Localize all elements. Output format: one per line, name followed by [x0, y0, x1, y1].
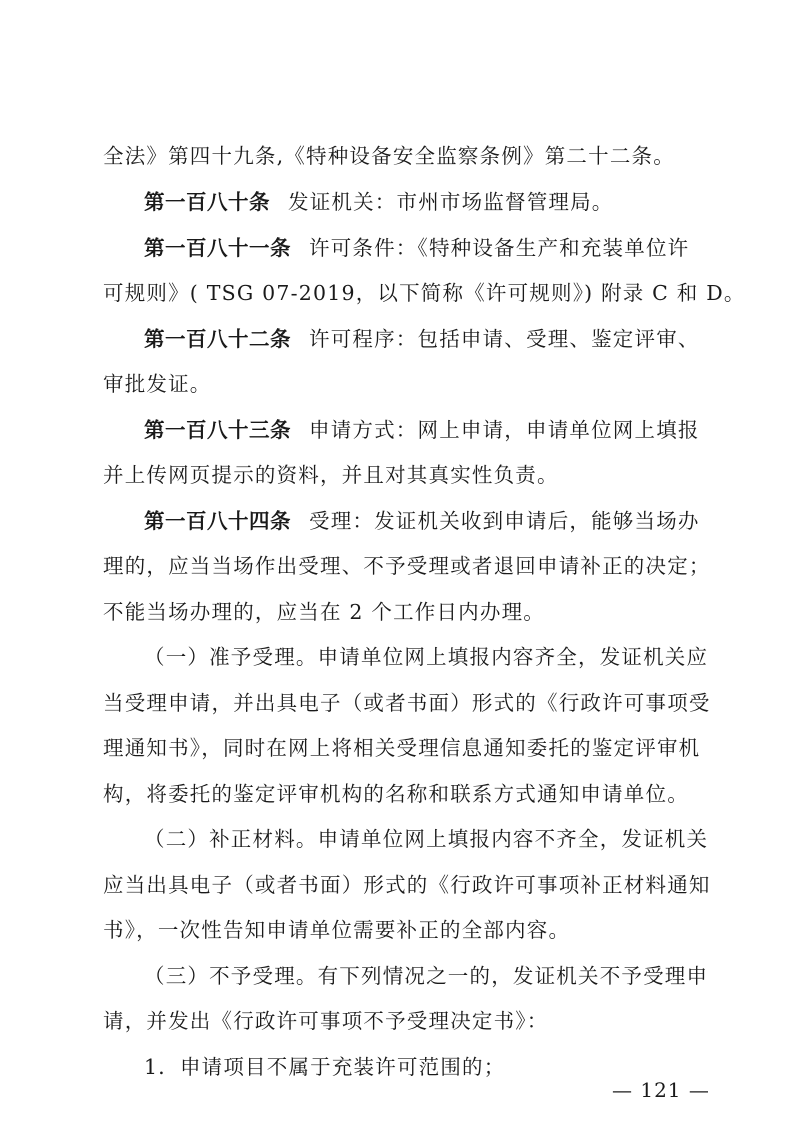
- article-text: 申请方式：网上申请，申请单位网上填报: [309, 418, 700, 442]
- article-title: 第一百八十一条: [144, 236, 291, 260]
- text-line: [144, 822, 709, 856]
- line-text: 构，将委托的鉴定评审机构的名称和联系方式通知申请单位。: [103, 782, 689, 806]
- text-line: [103, 276, 746, 310]
- article-text: 受理：发证机关收到申请后，能够当场办: [309, 509, 700, 533]
- article-text: 许可程序：包括申请、受理、鉴定评审、: [309, 327, 700, 351]
- article-title: 第一百八十四条: [144, 509, 291, 533]
- line-text: 1．申请项目不属于充装许可范围的；: [144, 1055, 506, 1079]
- line-text: 应当出具电子（或者书面）形式的《行政许可事项补正材料通知: [103, 873, 711, 897]
- line-text: 当受理申请，并出具电子（或者书面）形式的《行政许可事项受: [103, 691, 711, 715]
- line-text: 可规则》( TSG 07-2019，以下简称《许可规则》) 附录 C 和 D。: [103, 281, 746, 305]
- line-text: 理的，应当当场作出受理、不予受理或者退回申请补正的决定；: [103, 554, 711, 578]
- text-line: [103, 913, 693, 947]
- text-line: [103, 731, 701, 765]
- text-line: [103, 367, 693, 401]
- text-line: [103, 777, 693, 811]
- article-line: [144, 231, 693, 265]
- article-title: 第一百八十条: [144, 190, 270, 214]
- line-text: （三）不予受理。有下列情况之一的，发证机关不予受理申: [144, 964, 709, 988]
- line-text: 不能当场办理的，应当在 2 个工作日内办理。: [103, 600, 545, 624]
- line-text: 并上传网页提示的资料，并且对其真实性负责。: [103, 463, 559, 487]
- line-text: 请，并发出《行政许可事项不予受理决定书》：: [103, 1009, 549, 1033]
- text-line: [144, 959, 709, 993]
- article-title: 第一百八十二条: [144, 327, 291, 351]
- line-text: （二）补正材料。申请单位网上填报内容不齐全，发证机关: [144, 827, 709, 851]
- text-line: [103, 1004, 693, 1038]
- text-line: [144, 640, 709, 674]
- text-line: [103, 549, 711, 583]
- line-text: 理通知书》，同时在网上将相关受理信息通知委托的鉴定评审机: [103, 736, 701, 760]
- article-text: 发证机关：市州市场监督管理局。: [288, 190, 614, 214]
- line-text: （一）准予受理。申请单位网上填报内容齐全，发证机关应: [144, 645, 709, 669]
- line-text: 书》，一次性告知申请单位需要补正的全部内容。: [103, 918, 571, 942]
- article-title: 第一百八十三条: [144, 418, 291, 442]
- text-line: [144, 1050, 693, 1084]
- article-text: 许可条件：《特种设备生产和充装单位许: [309, 236, 690, 260]
- article-line: [144, 185, 693, 219]
- line-text: 全法》第四十九条,《特种设备安全监察条例》第二十二条。: [103, 144, 675, 168]
- line-text: 审批发证。: [103, 372, 212, 396]
- article-line: [144, 413, 700, 447]
- text-line: [103, 595, 693, 629]
- text-line: [103, 458, 693, 492]
- text-line: [103, 686, 711, 720]
- article-line: [144, 322, 700, 356]
- text-line: [103, 868, 711, 902]
- text-line: [103, 139, 693, 173]
- page-number: — 121 —: [612, 1078, 710, 1102]
- article-line: [144, 504, 700, 538]
